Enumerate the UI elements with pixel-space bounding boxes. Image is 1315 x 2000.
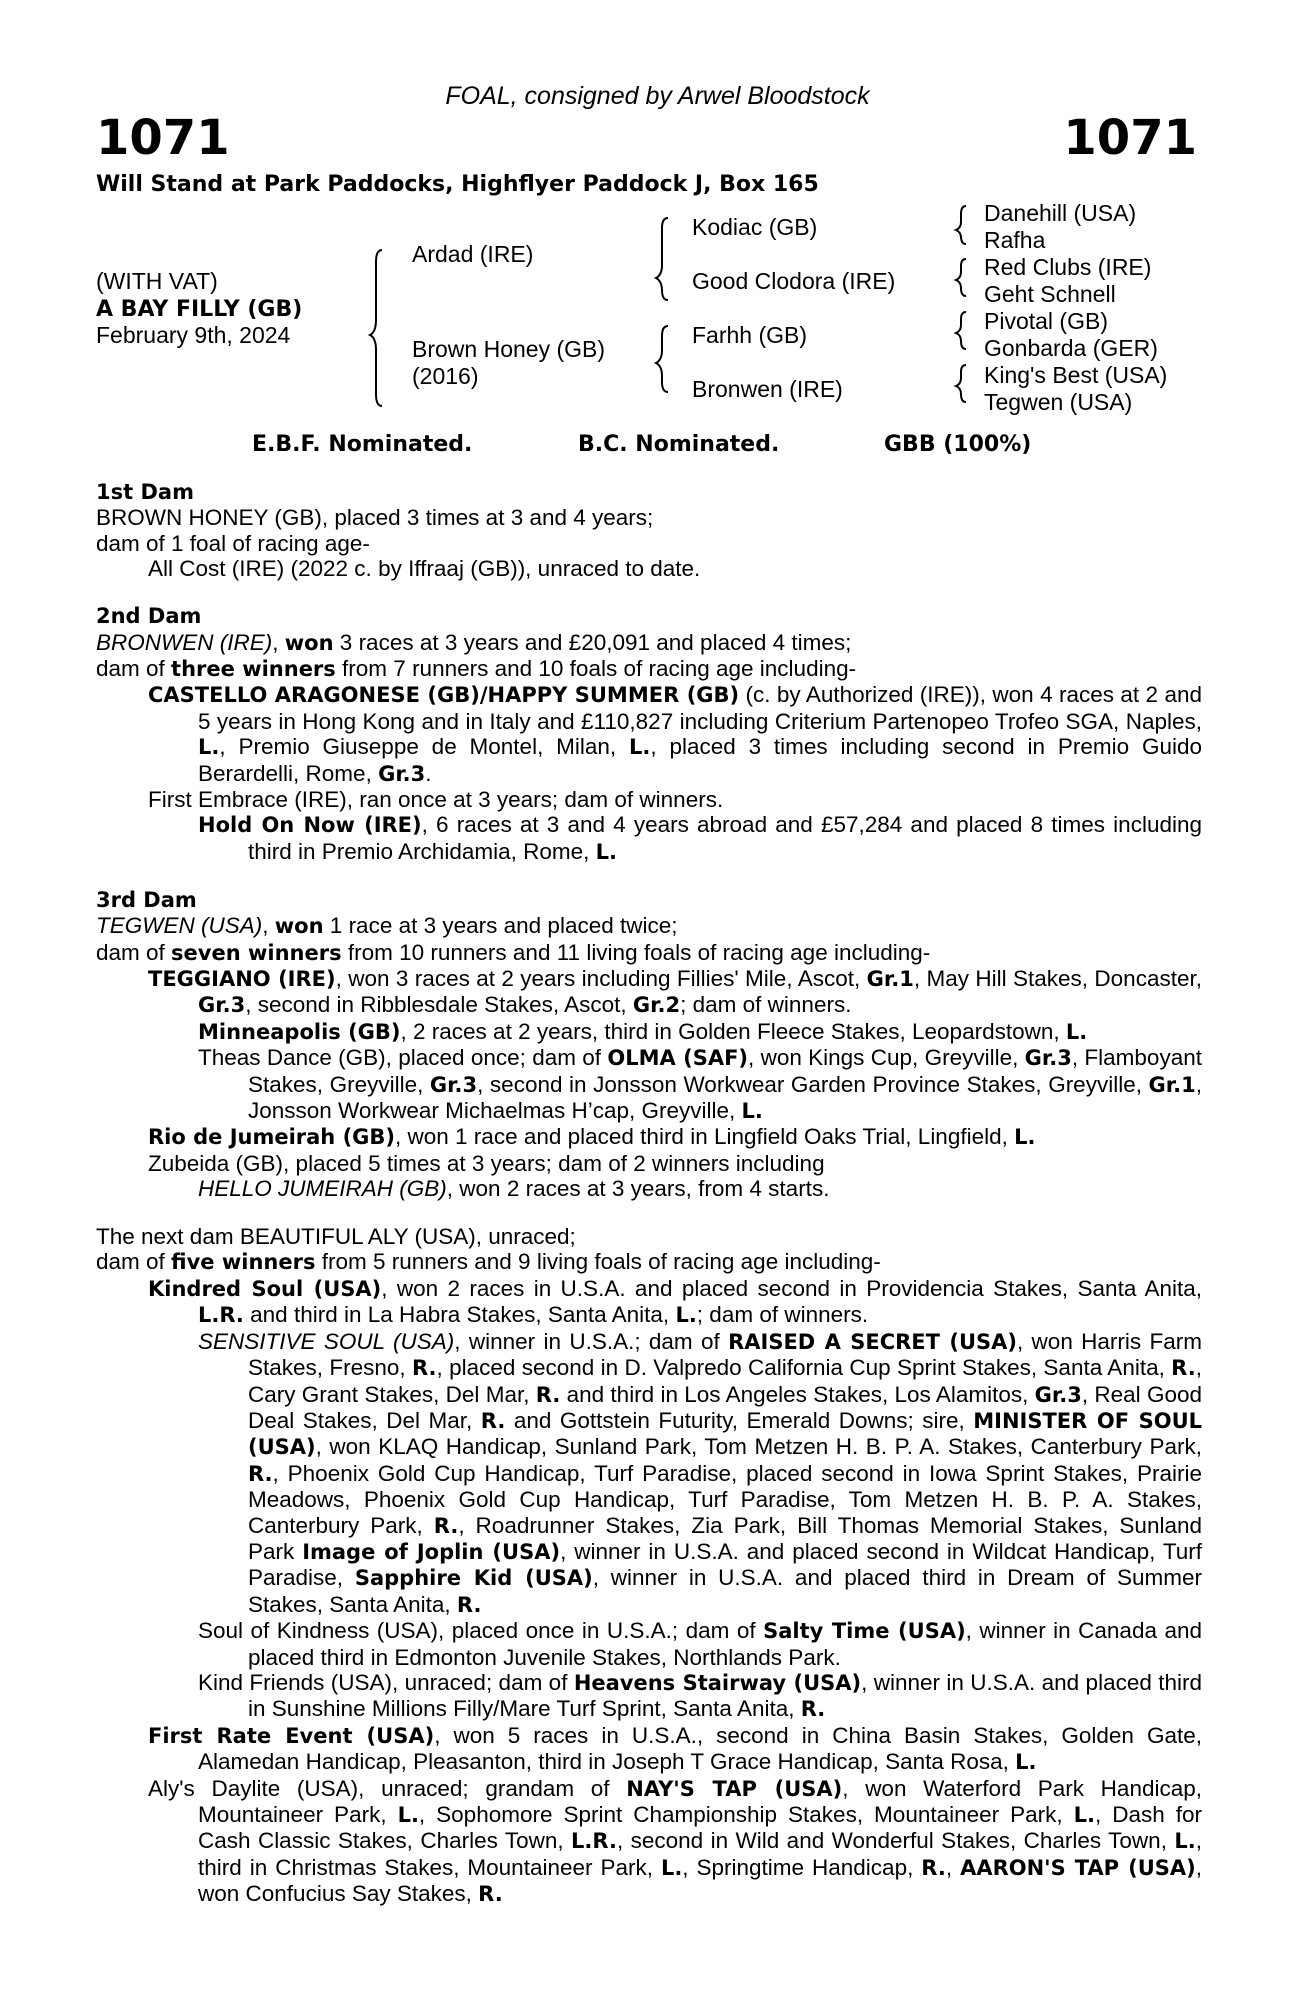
grade: Gr.2 bbox=[632, 993, 681, 1018]
horse-name: SENSITIVE SOUL (USA) bbox=[198, 1328, 455, 1354]
grade: L. bbox=[595, 839, 617, 864]
third-dam-produce-1 bbox=[96, 966, 1202, 1019]
grade: Gr.3 bbox=[429, 1072, 478, 1097]
winners-count: seven winners bbox=[171, 940, 342, 965]
text: , won KLAQ Handicap, Sunland Park, Tom Metzen H. B. P. A. Stakes, Canterbury Park, bbox=[315, 1434, 1202, 1460]
first-dam-line-1: BROWN HONEY (GB), placed 3 times at 3 and 4 years; bbox=[96, 505, 654, 531]
grade: L. bbox=[397, 1803, 419, 1827]
text: dam of bbox=[96, 655, 172, 681]
horse-name: Salty Time (USA) bbox=[763, 1619, 966, 1644]
text: , third in Christmas Stakes, Mountaineer Park, bbox=[198, 1828, 1202, 1880]
gen3-4: Geht Schnell bbox=[984, 281, 1116, 307]
horse-name: Sapphire Kid (USA) bbox=[354, 1566, 593, 1591]
grade: L.R. bbox=[198, 1303, 244, 1328]
winners-count: five winners bbox=[171, 1250, 316, 1275]
text: , won 3 races at 2 years including Fillies' Mile, Ascot, bbox=[335, 965, 867, 991]
text: , Jonsson Workwear Michaelmas H’cap, Greyville, bbox=[248, 1071, 1202, 1123]
grade: R. bbox=[456, 1592, 482, 1617]
second-dam-produce-2: First Embrace (IRE), ran once at 3 years; dam of winners. bbox=[148, 786, 724, 812]
dam-year: (2016) bbox=[412, 363, 479, 389]
consignor-line: FOAL, consigned by Arwel Bloodstock bbox=[445, 82, 870, 110]
text: Aly's Daylite (USA), unraced; grandam of bbox=[148, 1775, 627, 1801]
grade: R. bbox=[535, 1382, 561, 1407]
text: (c. by Authorized (IRE)), won 4 races at 2 and 5 years in Hong Kong and in Italy and £110,827 including Criterium Partenopeo Trofeo SGA, Naples, bbox=[198, 682, 1202, 734]
text: and third in La Habra Stakes, Santa Anita, bbox=[243, 1302, 676, 1328]
gen3-7: King's Best (USA) bbox=[984, 362, 1168, 388]
text: and third in Los Angeles Stakes, Los Alamitos, bbox=[560, 1381, 1035, 1407]
record-text: 1 race at 3 years and placed twice; bbox=[323, 913, 678, 939]
second-dam-produce-summary bbox=[96, 656, 1202, 682]
text: , second in Ribblesdale Stakes, Ascot, bbox=[245, 992, 633, 1018]
horse-name: Minneapolis (GB) bbox=[198, 1019, 401, 1044]
grade: L. bbox=[629, 735, 651, 760]
grade: L. bbox=[741, 1098, 763, 1123]
text: , placed second in D. Valpredo California Cup Sprint Stakes, Santa Anita, bbox=[436, 1355, 1172, 1381]
horse-name: Rio de Jumeirah (GB) bbox=[148, 1125, 396, 1150]
grade: Gr.1 bbox=[866, 966, 914, 991]
horse-name: CASTELLO ARAGONESE (GB)/HAPPY SUMMER (GB) bbox=[148, 683, 740, 708]
grade: R. bbox=[1171, 1356, 1196, 1381]
winners-count: three winners bbox=[171, 656, 336, 681]
text: , 6 races at 3 and 4 years abroad and £57,284 and placed 8 times including third in Premio Archidamia, Rome, bbox=[248, 812, 1202, 864]
horse-name: Heavens Stairway (USA) bbox=[573, 1670, 862, 1695]
text: , winner in Canada and placed third in Edmonton Juvenile Stakes, Northlands Park. bbox=[248, 1618, 1202, 1670]
horse-name: Kindred Soul (USA) bbox=[148, 1276, 382, 1301]
horse-name: Hold On Now (IRE) bbox=[198, 813, 422, 838]
horse-name: NAY'S TAP (USA) bbox=[626, 1776, 843, 1801]
text: , won Kings Cup, Greyville, bbox=[748, 1045, 1025, 1071]
grade: L. bbox=[1014, 1125, 1036, 1150]
ebf-nomination: E.B.F. Nominated. bbox=[252, 432, 473, 457]
text: from 7 runners and 10 foals of racing age including- bbox=[335, 655, 857, 681]
record-text: 3 races at 3 years and £20,091 and placed 4 times; bbox=[333, 629, 852, 655]
text: , winner in U.S.A. and placed third in Sunshine Millions Filly/Mare Turf Sprint, Santa Anita, bbox=[248, 1669, 1202, 1722]
vat-note: (WITH VAT) bbox=[96, 268, 218, 294]
grade: L. bbox=[660, 1855, 683, 1880]
grade: Gr.3 bbox=[378, 761, 426, 786]
sire: Ardad (IRE) bbox=[412, 241, 534, 267]
text: , placed 3 times including second in Premio Guido Berardelli, Rome, bbox=[198, 734, 1202, 786]
text: , winner in U.S.A. and placed second in Wildcat Handicap, Turf Paradise, bbox=[248, 1538, 1203, 1591]
third-dam-record: TEGWEN (USA), won 1 race at 3 years and placed twice; bbox=[96, 913, 678, 939]
text: , Phoenix Gold Cup Handicap, Turf Paradise, placed second in Iowa Sprint Stakes, Prairie Meadows, Phoenix Gold Cup Handicap, Turf Paradise, Tom Metzen H. B. P. A. Stakes, Canterbury Park, bbox=[248, 1460, 1202, 1538]
grade: Gr.3 bbox=[198, 993, 246, 1018]
next-dam-produce-1 bbox=[96, 1276, 1202, 1329]
next-dam-produce-3 bbox=[96, 1776, 1202, 1908]
next-dam-produce-1b bbox=[96, 1618, 1202, 1670]
horse-name: TEGGIANO (IRE) bbox=[148, 966, 336, 991]
third-dam-heading: 3rd Dam bbox=[96, 887, 197, 912]
next-dam-produce-2 bbox=[96, 1723, 1202, 1776]
grade: R. bbox=[921, 1855, 946, 1880]
text: dam of bbox=[96, 1249, 172, 1275]
gen3-6: Gonbarda (GER) bbox=[984, 335, 1158, 361]
second-dam-name: BRONWEN (IRE) bbox=[96, 629, 273, 655]
text: from 10 runners and 11 living foals of racing age including- bbox=[341, 939, 931, 965]
third-dam-produce-1b bbox=[96, 1045, 1202, 1124]
text: , Sophomore Sprint Championship Stakes, Mountaineer Park, bbox=[418, 1802, 1074, 1827]
stand-location: Will Stand at Park Paddocks, Highflyer Paddock J, Box 165 bbox=[96, 172, 819, 197]
grade: L. bbox=[1015, 1750, 1037, 1775]
text: , winner in U.S.A. and placed third in Dream of Summer Stakes, Santa Anita, bbox=[248, 1565, 1203, 1617]
horse-name: HELLO JUMEIRAH (GB) bbox=[198, 1176, 447, 1202]
text: , 2 races at 2 years, third in Golden Fleece Stakes, Leopardstown, bbox=[400, 1018, 1066, 1044]
text: , winner in U.S.A.; dam of bbox=[454, 1328, 729, 1354]
gen3-5: Pivotal (GB) bbox=[984, 308, 1108, 334]
text: Soul of Kindness (USA), placed once in U.S.A.; dam of bbox=[198, 1618, 764, 1644]
text: , bbox=[945, 1854, 961, 1880]
text: , won 2 races in U.S.A. and placed second in Providencia Stakes, Santa Anita, bbox=[381, 1275, 1202, 1301]
text: , second in Wild and Wonderful Stakes, Charles Town, bbox=[616, 1828, 1175, 1854]
dam-dam: Bronwen (IRE) bbox=[692, 376, 843, 402]
grade: L.R. bbox=[571, 1829, 617, 1854]
text: dam of bbox=[96, 939, 172, 965]
foaling-date: February 9th, 2024 bbox=[96, 322, 291, 348]
subject-horse: A BAY FILLY (GB) bbox=[96, 297, 303, 322]
horse-name: Image of Joplin (USA) bbox=[302, 1539, 561, 1564]
third-dam-produce-3a bbox=[96, 1176, 1202, 1201]
second-dam-produce-2a bbox=[96, 812, 1202, 865]
third-dam-produce-3: Zubeida (GB), placed 5 times at 3 years; dam of 2 winners including bbox=[148, 1150, 825, 1176]
grade: R. bbox=[800, 1697, 826, 1722]
text: , Premio Giuseppe de Montel, Milan, bbox=[219, 734, 629, 760]
text: , Cary Grant Stakes, Del Mar, bbox=[248, 1355, 1202, 1407]
horse-name: AARON'S TAP (USA) bbox=[960, 1855, 1196, 1880]
next-dam-produce-1a bbox=[96, 1329, 1202, 1618]
grade: R. bbox=[248, 1461, 273, 1486]
lot-number-right: 1071 bbox=[1063, 110, 1197, 166]
third-dam-produce-2 bbox=[96, 1124, 1202, 1150]
second-dam-record: BRONWEN (IRE), won 3 races at 3 years and £20,091 and placed 4 times; bbox=[96, 629, 852, 655]
grade: Gr.3 bbox=[1024, 1046, 1072, 1071]
text: , Springtime Handicap, bbox=[682, 1854, 922, 1880]
won-word: won bbox=[274, 914, 324, 939]
bc-nomination: B.C. Nominated. bbox=[578, 432, 780, 457]
next-dam-produce-1c bbox=[96, 1670, 1202, 1723]
sire-sire: Kodiac (GB) bbox=[692, 214, 818, 240]
horse-name: OLMA (SAF) bbox=[607, 1046, 749, 1071]
text: , second in Jonsson Workwear Garden Province Stakes, Greyville, bbox=[477, 1071, 1149, 1097]
grade: Gr.3 bbox=[1034, 1382, 1082, 1407]
first-dam-heading: 1st Dam bbox=[96, 480, 194, 504]
text: and Gottstein Futurity, Emerald Downs; sire, bbox=[505, 1407, 974, 1433]
text: . bbox=[425, 760, 432, 786]
text: , Dash for Cash Classic Stakes, Charles Town, bbox=[198, 1802, 1202, 1854]
text: , won Waterford Park Handicap, Mountaineer Park, bbox=[198, 1775, 1203, 1827]
produce-record bbox=[96, 480, 1202, 1908]
grade: L. bbox=[1073, 1803, 1095, 1827]
grade: R. bbox=[433, 1513, 459, 1538]
text: , won 5 races in U.S.A., second in China Basin Stakes, Golden Gate, Alamedan Handicap, Pleasanton, third in Joseph T Grace Handicap, Santa Rosa, bbox=[198, 1722, 1202, 1775]
third-dam-name: TEGWEN (USA) bbox=[96, 913, 263, 939]
text: , won 1 race and placed third in Lingfield Oaks Trial, Lingfield, bbox=[395, 1124, 1015, 1150]
text: ; dam of winners. bbox=[680, 992, 852, 1018]
grade: L. bbox=[1174, 1829, 1196, 1854]
grade: L. bbox=[675, 1303, 697, 1328]
gen3-8: Tegwen (USA) bbox=[984, 389, 1133, 415]
grade: R. bbox=[478, 1882, 503, 1907]
gen3-3: Red Clubs (IRE) bbox=[984, 254, 1152, 280]
next-dam-line: The next dam BEAUTIFUL ALY (USA), unraced; bbox=[96, 1224, 576, 1250]
text: , won Confucius Say Stakes, bbox=[198, 1854, 1202, 1907]
text: Kind Friends (USA), unraced; dam of bbox=[198, 1669, 574, 1695]
grade: L. bbox=[1065, 1019, 1088, 1044]
text: ; dam of winners. bbox=[696, 1302, 869, 1328]
text: , Flamboyant Stakes, Greyville, bbox=[248, 1045, 1202, 1097]
text: Theas Dance (GB), placed once; dam of bbox=[198, 1045, 608, 1071]
grade: R. bbox=[411, 1356, 437, 1381]
text: , won Harris Farm Stakes, Fresno, bbox=[248, 1328, 1202, 1381]
second-dam-produce-1 bbox=[96, 682, 1202, 787]
first-dam-line-2: dam of 1 foal of racing age- bbox=[96, 530, 370, 556]
won-word: won bbox=[284, 630, 334, 655]
next-dam-produce-summary bbox=[96, 1249, 1202, 1275]
gen3-1: Danehill (USA) bbox=[984, 200, 1137, 226]
text: , May Hill Stakes, Doncaster, bbox=[913, 965, 1202, 991]
third-dam-produce-1a bbox=[96, 1019, 1202, 1045]
text: , Roadrunner Stakes, Zia Park, Bill Thomas Memorial Stakes, Sunland Park bbox=[248, 1512, 1202, 1564]
text: , Real Good Deal Stakes, Del Mar, bbox=[248, 1381, 1202, 1433]
text: from 5 runners and 9 living foals of racing age including- bbox=[315, 1249, 881, 1275]
gen3-2: Rafha bbox=[984, 227, 1046, 253]
horse-name: MINISTER OF SOUL (USA) bbox=[248, 1408, 1202, 1460]
third-dam-produce-summary bbox=[96, 940, 1202, 966]
grade: Gr.1 bbox=[1148, 1072, 1196, 1097]
dam: Brown Honey (GB) bbox=[412, 336, 606, 362]
horse-name: First Rate Event (USA) bbox=[148, 1723, 435, 1748]
grade: L. bbox=[198, 735, 220, 760]
sire-dam: Good Clodora (IRE) bbox=[692, 268, 896, 294]
text: , won 2 races at 3 years, from 4 starts. bbox=[446, 1176, 830, 1202]
lot-number-left: 1071 bbox=[96, 110, 230, 166]
horse-name: RAISED A SECRET (USA) bbox=[728, 1329, 1017, 1354]
grade: R. bbox=[480, 1408, 506, 1433]
first-dam-line-3: All Cost (IRE) (2022 c. by Iffraaj (GB)), unraced to date. bbox=[148, 556, 701, 582]
gbb-note: GBB (100%) bbox=[884, 432, 1032, 457]
dam-sire: Farhh (GB) bbox=[692, 322, 808, 348]
second-dam-heading: 2nd Dam bbox=[96, 604, 202, 629]
